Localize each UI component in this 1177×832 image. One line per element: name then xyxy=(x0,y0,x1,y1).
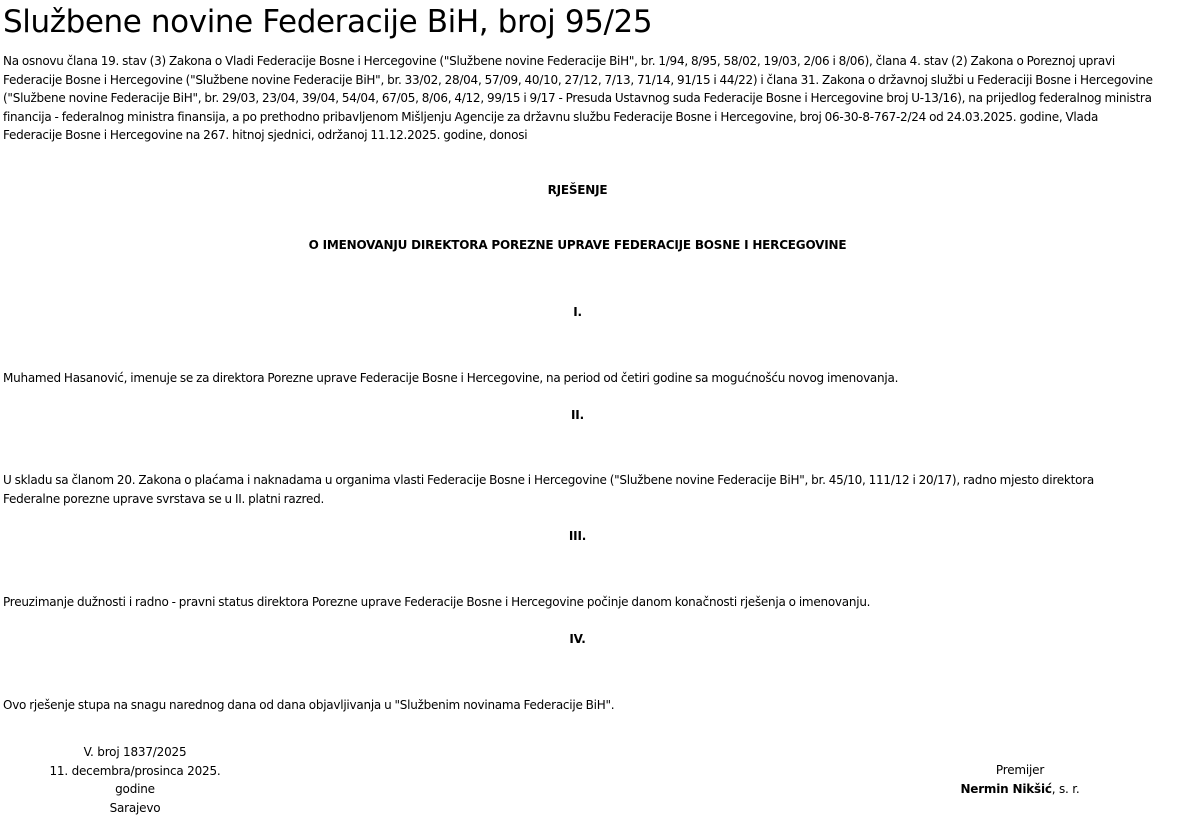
section-number-2: II. xyxy=(571,408,584,422)
signatory-role: Premijer xyxy=(995,763,1045,777)
section-text-1: Muhamed Hasanović, imenuje se za direktora Porezne uprave Federacije Bosne i Hercegovine, na period od četiri godine sa mogućnošću novog imenovanja. xyxy=(3,371,899,385)
section-number-3: III. xyxy=(568,529,587,543)
signatory-name: Nermin Nikšić xyxy=(960,781,1052,796)
signature-block-left xyxy=(30,743,240,817)
signature-block-right xyxy=(950,761,1090,798)
section-text-3: Preuzimanje dužnosti i radno - pravni status direktora Porezne uprave Federacije Bosne i Hercegovine počinje danom konačnosti rješenja o imenovanju. xyxy=(3,595,871,609)
subject-heading: O IMENOVANJU DIREKTORA POREZNE UPRAVE FEDERACIJE BOSNE I HERCEGOVINE xyxy=(308,238,847,252)
section-number-1: I. xyxy=(573,305,582,319)
signatory-suffix: , s. r. xyxy=(1051,781,1080,796)
decision-heading: RJEŠENJE xyxy=(547,183,608,197)
issue-place: Sarajevo xyxy=(109,800,161,815)
preamble-paragraph: Na osnovu člana 19. stav (3) Zakona o Vladi Federacije Bosne i Hercegovine ("Službene novine Federacije BiH", br. 1/94, 8/95, 58/02, 19/03, 2/06 i 8/06), člana 4. stav (2) Zakona o Poreznoj upravi Federacije Bosne i Hercegovine ("Službene novine Federacije BiH", br. 33/02, 28/04, 57/09, 40/10, 27/12, 7/13, 71/14, 91/15 i 44/22) i člana 31. Zakona o državnoj službi u Federaciji Bosne i Hercegovine ("Službene novine Federacije BiH", br. 29/03, 23/04, 39/04, 54/04, 67/05, 8/06, 4/12, 99/15 i 9/17 - Presuda Ustavnog suda Federacije Bosne i Hercegovine broj U-13/16), na prijedlog federalnog ministra financija - federalnog ministra finansija, a po prethodno pribavljenom Mišljenju Agencije za državnu službu Federacije Bosne i Hercegovine, broj 06-30-8-767-2/24 od 24.03.2025. godine, Vlada Federacije Bosne i Hercegovine na 267. hitnoj sjednici, održanoj 11.12.2025. godine, donosi xyxy=(3,54,1153,143)
signatory-line xyxy=(950,780,1090,799)
section-text-2: U skladu sa članom 20. Zakona o plaćama i naknadama u organima vlasti Federacije Bosne i Hercegovine ("Službene novine Federacije BiH", br. 45/10, 111/12 i 20/17), radno mjesto direktora Federalne porezne uprave svrstava se u II. platni razred. xyxy=(3,473,1094,506)
reference-number: V. broj 1837/2025 xyxy=(83,745,187,759)
section-number-4: IV. xyxy=(569,632,586,646)
page-title: Službene novine Federacije BiH, broj 95/25 xyxy=(3,4,653,40)
issue-date: 11. decembra/prosinca 2025. godine xyxy=(49,763,221,796)
section-text-4: Ovo rješenje stupa na snagu narednog dana od dana objavljivanja u "Službenim novinama Federacije BiH". xyxy=(3,698,615,712)
